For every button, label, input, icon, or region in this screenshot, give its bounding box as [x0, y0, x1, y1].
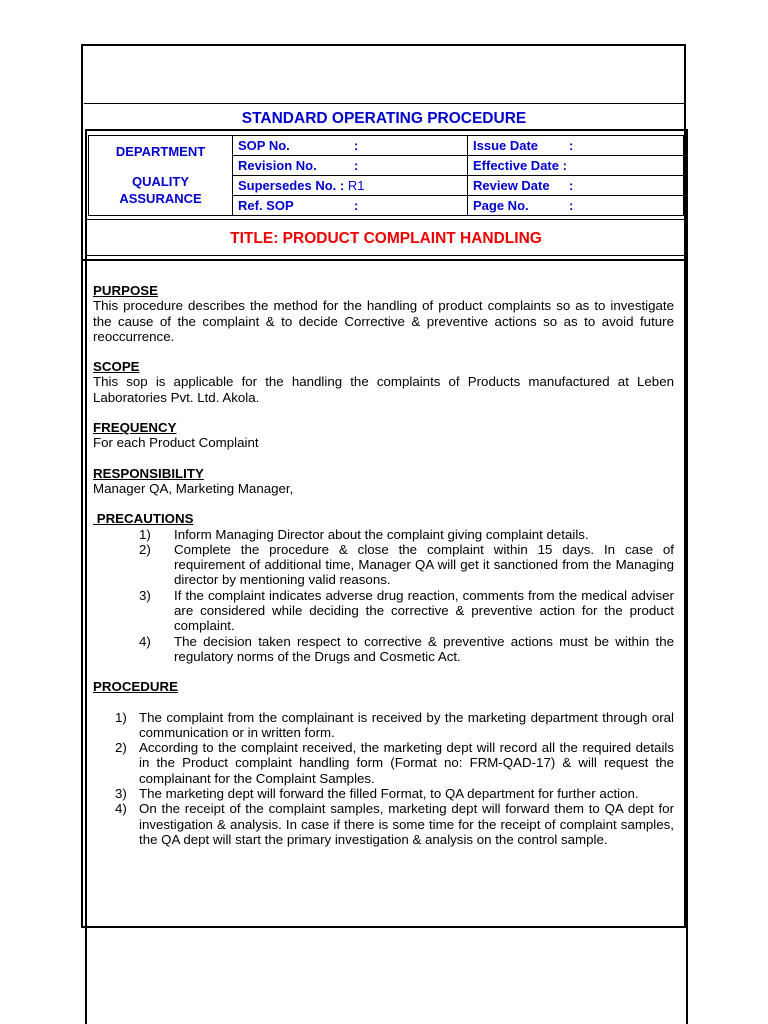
inner-frame-right — [686, 129, 688, 1024]
supersedes-value: R1 — [347, 178, 365, 193]
list-item: 2) Complete the procedure & close the complaint within 15 days. In case of requirement of additional time, Manager QA will get it sanctioned from the Managing director by mentioning valid reasons. — [139, 541, 674, 588]
department-name: QUALITY ASSURANCE — [119, 174, 202, 206]
purpose-heading: PURPOSE — [93, 283, 159, 298]
supersedes-no-field: Supersedes No. : R1 — [233, 176, 468, 196]
outer-frame-left — [81, 44, 83, 928]
outer-frame-top — [81, 44, 686, 46]
document-title: TITLE: PRODUCT COMPLAINT HANDLING — [230, 230, 542, 247]
list-item: 2) According to the complaint received, the marketing dept will record all the required details in the Product complaint handling form (Format no: FRM-QAD-17) & will request the complainant for the Complaint Samples. — [115, 740, 674, 786]
procedure-heading: PROCEDURE — [93, 679, 178, 695]
department-label: DEPARTMENT — [115, 144, 206, 159]
inner-frame-left — [85, 129, 87, 1024]
precautions-list — [93, 527, 674, 665]
scope-text: This sop is applicable for the handling the complaints of Products manufactured at Leben Laboratories Pvt. Ltd. Akola. — [93, 374, 674, 405]
content-frame-top — [81, 259, 686, 261]
sop-body — [93, 283, 674, 847]
responsibility-text: Manager QA, Marketing Manager, — [93, 480, 294, 496]
content-frame-bottom — [81, 926, 686, 928]
purpose-text: This procedure describes the method for the handling of product complaints so as to investigate the cause of the complaint & to decide Corrective & preventive actions so as to avoid future reoccurrence. — [93, 298, 674, 344]
frequency-heading: FREQUENCY — [93, 420, 177, 436]
list-item: 3) The marketing dept will forward the filled Format, to QA department for further action. — [115, 786, 639, 802]
issue-date-field: Issue Date : — [468, 136, 684, 156]
effective-date-field: Effective Date : — [468, 156, 684, 176]
header-rule — [84, 103, 684, 104]
precautions-heading: PRECAUTIONS — [93, 511, 194, 527]
responsibility-heading: RESPONSIBILITY — [93, 465, 204, 481]
sop-no-field: SOP No. : — [233, 136, 468, 156]
department-cell — [89, 136, 233, 216]
procedure-list — [93, 710, 674, 848]
frequency-text: For each Product Complaint — [93, 435, 259, 451]
title-rule-bottom — [87, 255, 686, 256]
list-item: 3) If the complaint indicates adverse drug reaction, comments from the medical adviser are considered while deciding the corrective & preventive action for the product complaint. — [139, 587, 674, 634]
scope-heading: SCOPE — [93, 359, 140, 375]
list-item: 4) On the receipt of the complaint samples, marketing dept will forward them to QA dept for investigation & analysis. In case if there is some time for the receipt of complaint samples, the QA dept will start the primary investigation & analysis on the control sample. — [115, 801, 674, 847]
list-item: 4) The decision taken respect to corrective & preventive actions must be within the regulatory norms of the Drugs and Cosmetic Act. — [139, 633, 674, 664]
revision-no-field: Revision No. : — [233, 156, 468, 176]
page-no-field: Page No. : — [468, 196, 684, 216]
sop-header-title: STANDARD OPERATING PROCEDURE — [241, 110, 527, 127]
sop-meta-table — [88, 135, 684, 216]
list-item: 1) Inform Managing Director about the complaint giving complaint details. — [139, 526, 589, 542]
ref-sop-field: Ref. SOP : — [233, 196, 468, 216]
inner-frame-top — [85, 129, 688, 131]
list-item: 1) The complaint from the complainant is received by the marketing department through oral communication or in written form. — [115, 709, 674, 740]
review-date-field: Review Date : — [468, 176, 684, 196]
title-rule-top — [87, 219, 686, 220]
